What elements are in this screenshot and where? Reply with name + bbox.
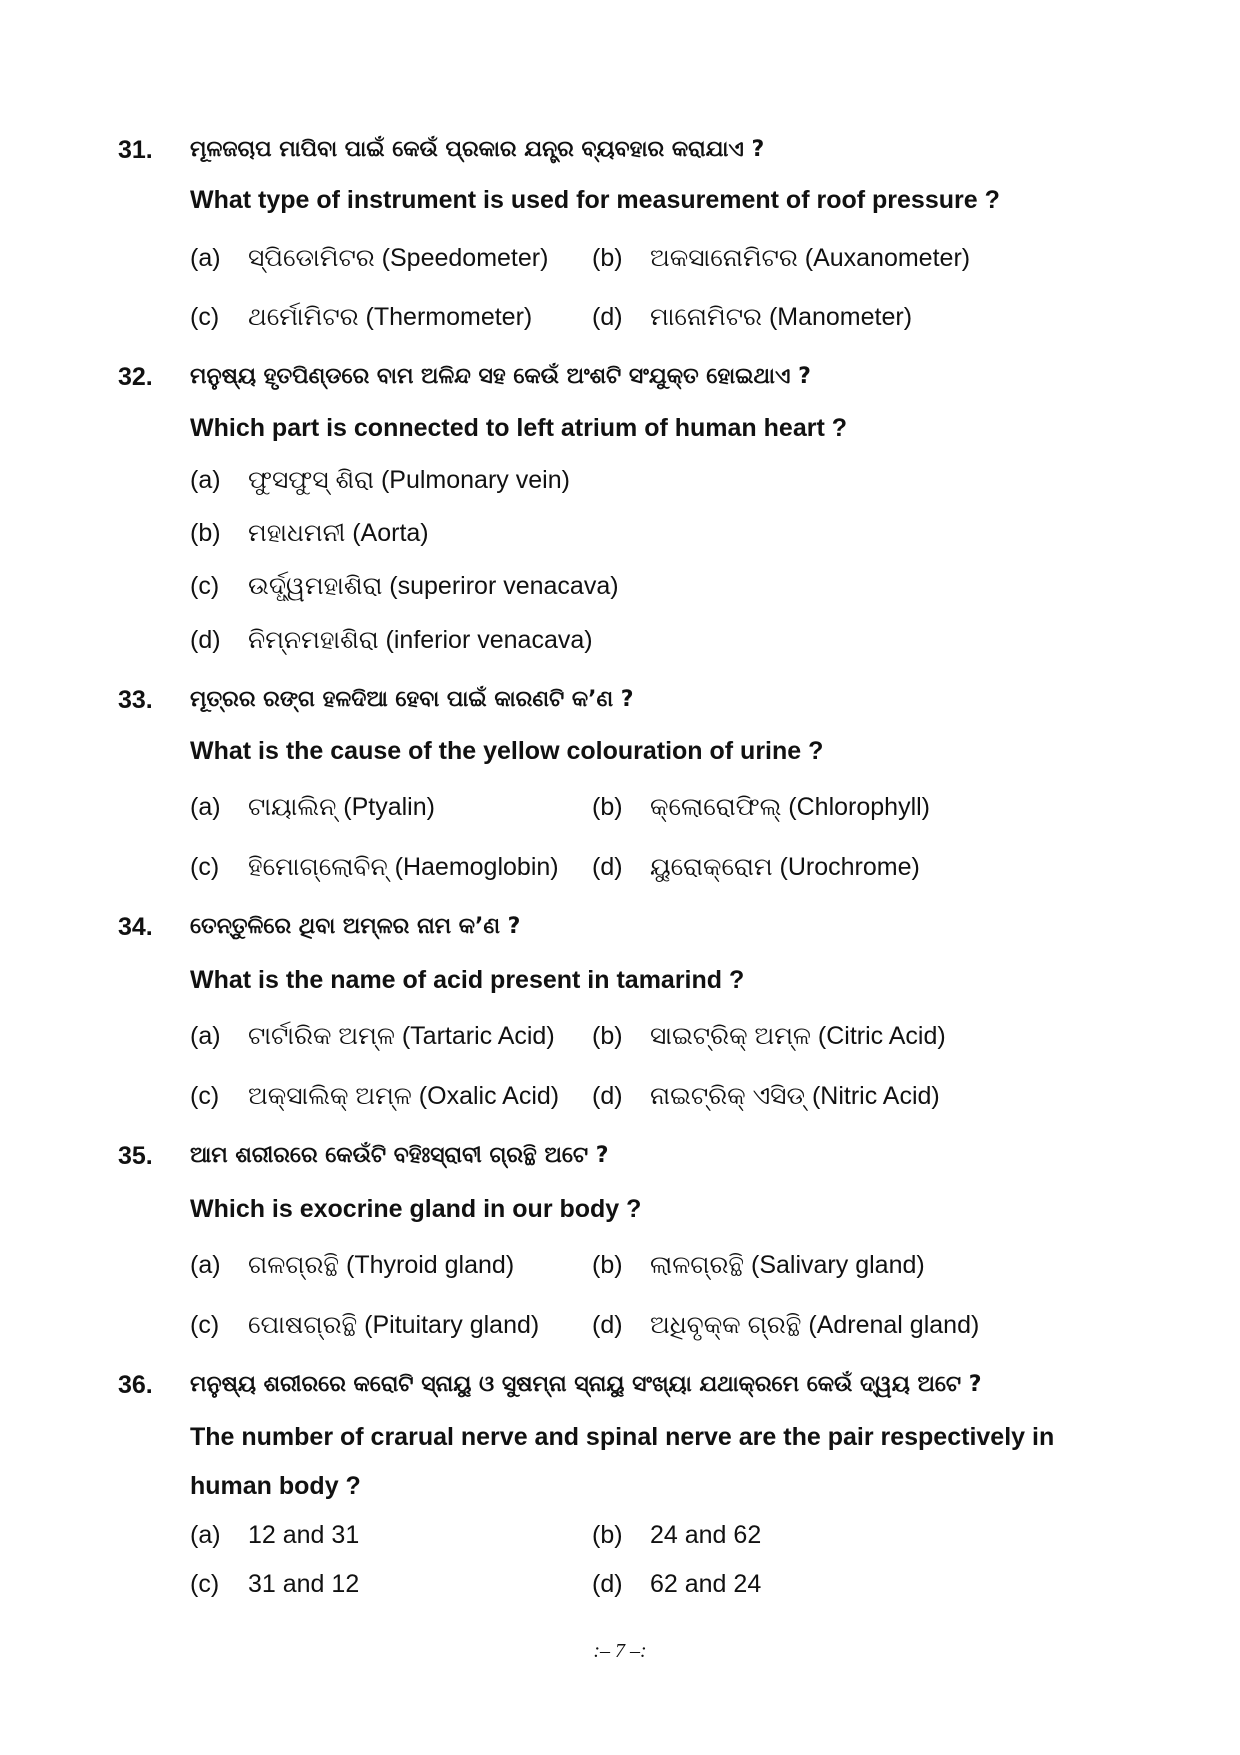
option-a: (a) ଟାୟାଲିନ୍ (Ptyalin) <box>190 793 435 821</box>
question-32-option-d <box>0 620 1240 660</box>
option-b: (b) ଲାଳଗ୍ରନ୍ଥି (Salivary gland) <box>592 1251 925 1279</box>
question-text-odia: ଆମ ଶରୀରରେ କେଉଁଟି ବହିଃସ୍ରାବୀ ଗ୍ରନ୍ଥି ଅଟେ ? <box>190 1143 609 1168</box>
option-d: (d) 62 and 24 <box>592 1570 762 1598</box>
question-number: 35. <box>118 1142 153 1170</box>
option-c: (c) 31 and 12 <box>190 1570 360 1598</box>
question-31-english-row <box>0 180 1240 220</box>
question-number: 33. <box>118 686 153 714</box>
question-text-odia: ମୂଳଜଚାପ ମାପିବା ପାଇଁ କେଉଁ ପ୍ରକାର ଯନ୍ତ୍ର ବ୍ୟବହାର କରାଯାଏ ? <box>190 137 765 162</box>
question-text-odia: ମନୁଷ୍ୟ ହୃତପିଣ୍ଡରେ ବାମ ଅଳିନ୍ଦ ସହ କେଉଁ ଅଂଶଟି ସଂଯୁକ୍ତ ହୋଇଥାଏ ? <box>190 364 811 389</box>
question-36-english-row-2 <box>0 1466 1240 1506</box>
question-text-english: Which is exocrine gland in our body ? <box>190 1195 642 1223</box>
question-35-options-row-2 <box>0 1305 1240 1345</box>
question-33-options-row-1 <box>0 787 1240 827</box>
question-32-option-a <box>0 460 1240 500</box>
question-36-english-row-1 <box>0 1417 1240 1457</box>
question-text-odia: ମୂତ୍ରର ରଙ୍ଗ ହଳଦିଆ ହେବା ପାଇଁ କାରଣଟି କ’ଣ ? <box>190 687 634 712</box>
question-32-english-row <box>0 408 1240 448</box>
question-33-english-row <box>0 731 1240 771</box>
option-d: (d) ୟୁରୋକ୍ରୋମ (Urochrome) <box>592 853 920 881</box>
question-32-option-c <box>0 566 1240 606</box>
question-36-options-row-2 <box>0 1564 1240 1604</box>
option-d: (d) ଅଧିବୃକ୍କ ଗ୍ରନ୍ଥି (Adrenal gland) <box>592 1311 980 1339</box>
question-text-english: What type of instrument is used for measurement of roof pressure ? <box>190 186 1000 214</box>
option-c: (c) ଥର୍ମୋମିଟର (Thermometer) <box>190 303 533 331</box>
question-number: 31. <box>118 136 153 164</box>
question-35-english-row <box>0 1189 1240 1229</box>
option-c: (c) ଅକ୍ସାଲିକ୍ ଅମ୍ଳ (Oxalic Acid) <box>190 1082 560 1110</box>
question-35-odia-row <box>0 1136 1240 1176</box>
question-36-odia-row <box>0 1365 1240 1405</box>
question-number: 36. <box>118 1371 153 1399</box>
question-32-odia-row <box>0 357 1240 397</box>
option-a: (a) ଟାର୍ଟାରିକ ଅମ୍ଳ (Tartaric Acid) <box>190 1022 555 1050</box>
option-a: (a) ଫୁସଫୁସ୍ ଶିରା (Pulmonary vein) <box>190 466 570 494</box>
question-text-english: What is the cause of the yellow colouration of urine ? <box>190 737 824 765</box>
question-34-options-row-2 <box>0 1076 1240 1116</box>
question-32-option-b <box>0 513 1240 553</box>
question-34-options-row-1 <box>0 1016 1240 1056</box>
option-a: (a) 12 and 31 <box>190 1521 360 1549</box>
question-text-english-continued: human body ? <box>190 1472 361 1500</box>
option-b: (b) ମହାଧମନୀ (Aorta) <box>190 519 429 547</box>
question-text-english: The number of crarual nerve and spinal nerve are the pair respectively in <box>190 1423 1055 1451</box>
question-34-odia-row <box>0 907 1240 947</box>
question-31-options-row-2 <box>0 297 1240 337</box>
question-34-english-row <box>0 960 1240 1000</box>
question-35-options-row-1 <box>0 1245 1240 1285</box>
option-b: (b) କ୍ଲୋରୋଫିଲ୍ (Chlorophyll) <box>592 793 931 821</box>
option-b: (b) ସାଇଟ୍ରିକ୍ ଅମ୍ଳ (Citric Acid) <box>592 1022 946 1050</box>
question-number: 32. <box>118 363 153 391</box>
question-text-english: Which part is connected to left atrium of human heart ? <box>190 414 847 442</box>
question-text-odia: ମନୁଷ୍ୟ ଶରୀରରେ କରୋଟି ସ୍ନାୟୁ ଓ ସୁଷମ୍ନା ସ୍ନାୟୁ ସଂଖ୍ୟା ଯଥାକ୍ରମେ କେଉଁ ଦ୍ୱୟ ଅଟେ ? <box>190 1372 982 1397</box>
question-33-odia-row <box>0 680 1240 720</box>
question-33-options-row-2 <box>0 847 1240 887</box>
option-d: (d) ନାଇଟ୍ରିକ୍ ଏସିଡ୍ (Nitric Acid) <box>592 1082 940 1110</box>
option-d: (d) ମାନୋମିଟର (Manometer) <box>592 303 913 331</box>
question-text-odia: ତେନ୍ତୁଳିରେ ଥିବା ଅମ୍ଳର ନାମ କ’ଣ ? <box>190 914 521 939</box>
question-text-english: What is the name of acid present in tamarind ? <box>190 966 745 994</box>
option-c: (c) ପୋଷଗ୍ରନ୍ଥି (Pituitary gland) <box>190 1311 540 1339</box>
question-number: 34. <box>118 913 153 941</box>
option-d: (d) ନିମ୍ନମହାଶିରା (inferior venacava) <box>190 626 593 654</box>
page-number: :– 7 –: <box>593 1640 647 1662</box>
option-c: (c) ଉର୍ଦ୍ଧ୍ୱମହାଶିରା (superiror venacava) <box>190 572 619 600</box>
question-31-odia-row <box>0 130 1240 170</box>
option-b: (b) 24 and 62 <box>592 1521 762 1549</box>
question-36-options-row-1 <box>0 1515 1240 1555</box>
option-a: (a) ଗଳଗ୍ରନ୍ଥି (Thyroid gland) <box>190 1251 515 1279</box>
option-c: (c) ହିମୋଗ୍ଲୋବିନ୍ (Haemoglobin) <box>190 853 559 881</box>
question-31-options-row-1 <box>0 238 1240 278</box>
option-b: (b) ଅକସାନୋମିଟର (Auxanometer) <box>592 244 971 272</box>
option-a: (a) ସ୍ପିଡୋମିଟର (Speedometer) <box>190 244 549 272</box>
